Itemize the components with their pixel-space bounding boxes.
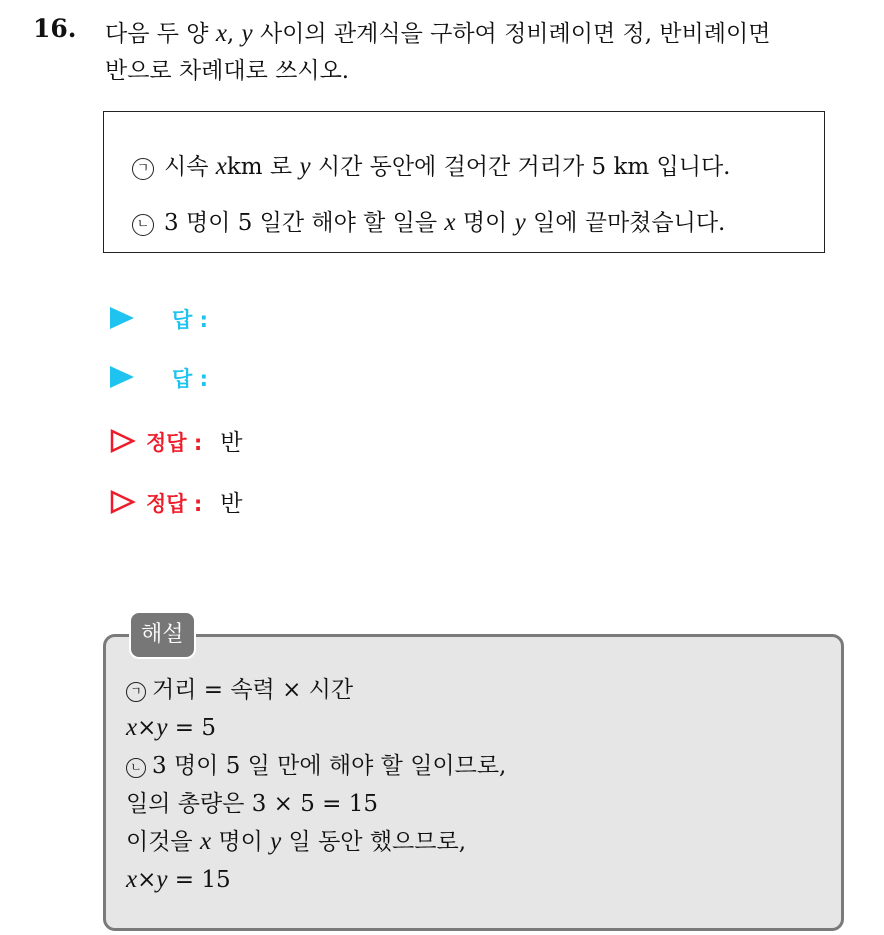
question-number: 16. (33, 14, 77, 43)
open-triangle-icon (110, 490, 136, 514)
stem-line-2: 반으로 차례대로 쓰시오. (105, 58, 350, 84)
question-stem (105, 15, 875, 90)
explanation-line-5: 이것을 x 명이 y 일 동안 했으므로, (126, 828, 467, 855)
explanation-line-6: x×y = 15 (126, 866, 231, 893)
correct-answer-label: 정답 : (146, 492, 203, 516)
condition-1: ㄱ 시속 xkm 로 y 시간 동안에 걸어간 거리가 5 km 입니다. (132, 148, 730, 181)
conditions-box (103, 111, 825, 253)
explanation-line-4: 일의 총량은 3 × 5 = 15 (126, 791, 379, 817)
filled-triangle-icon (110, 366, 134, 388)
correct-answer-value: 반 (220, 430, 243, 456)
circled-marker-icon: ㄴ (126, 758, 146, 778)
circled-marker-icon: ㄱ (132, 158, 154, 180)
circled-marker-icon: ㄴ (132, 214, 154, 236)
stem-line-1: 다음 두 양 x, y 사이의 관계식을 구하여 정비례이면 정, 반비례이면 (105, 20, 771, 47)
filled-triangle-icon (110, 307, 134, 329)
correct-answer-value: 반 (220, 491, 243, 517)
answer-row-2 (110, 363, 226, 395)
explanation-content (126, 671, 506, 899)
answer-row-1 (110, 304, 226, 336)
correct-answer-label: 정답 : (146, 431, 203, 455)
condition-2: ㄴ 3 명이 5 일간 해야 할 일을 x 명이 y 일에 끝마쳤습니다. (132, 204, 725, 237)
explanation-line-1: ㄱ 거리 = 속력 × 시간 (126, 671, 506, 709)
correct-answer-row-1 (110, 424, 243, 456)
explanation-tab: 해설 (129, 611, 196, 659)
answer-label: 답 : (172, 367, 208, 391)
explanation-line-2: x×y = 5 (126, 714, 217, 741)
explanation-line-3: ㄴ 3 명이 5 일 만에 해야 할 일이므로, (126, 747, 506, 785)
correct-answer-row-2 (110, 485, 243, 517)
circled-marker-icon: ㄱ (126, 682, 146, 702)
answer-label: 답 : (172, 308, 208, 332)
open-triangle-icon (110, 429, 136, 453)
